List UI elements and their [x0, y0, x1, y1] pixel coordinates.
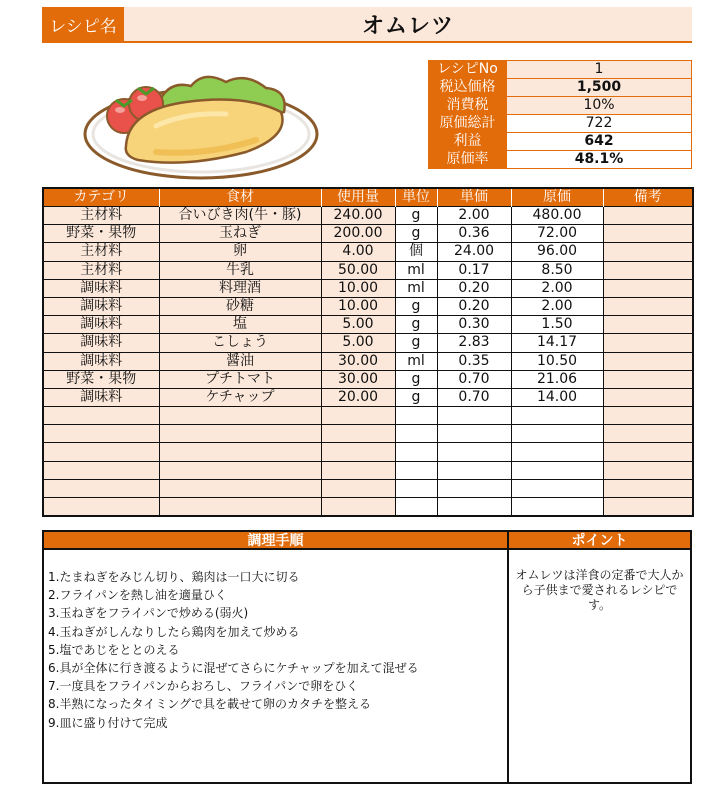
- note-cell[interactable]: [603, 225, 693, 243]
- step-item: 9.皿に盛り付けて完成: [48, 715, 168, 730]
- summary-label: レシピNo: [429, 61, 507, 79]
- qty-cell[interactable]: [321, 443, 395, 461]
- unit-cell[interactable]: g: [395, 316, 437, 334]
- step-item: 6.具が全体に行き渡るように混ぜてさらにケチャップを加えて混ぜる: [48, 661, 419, 676]
- item-cell[interactable]: [159, 461, 321, 479]
- cost-cell: 96.00: [511, 243, 603, 261]
- table-row: [43, 316, 693, 334]
- cost-cell: 480.00: [511, 207, 603, 225]
- unit-price-cell: 0.17: [437, 261, 511, 279]
- unit-cell[interactable]: 個: [395, 243, 437, 261]
- table-row: [43, 498, 693, 516]
- category-cell[interactable]: 野菜・果物: [43, 370, 159, 388]
- note-cell[interactable]: [603, 370, 693, 388]
- unit-price-cell: [437, 479, 511, 497]
- note-cell[interactable]: [603, 352, 693, 370]
- table-row: [43, 443, 693, 461]
- step-item: 3.玉ねぎをフライパンで炒める(弱火): [48, 606, 249, 621]
- category-cell[interactable]: 調味料: [43, 388, 159, 406]
- step-item: 1.たまねぎをみじん切り、鶏肉は一口大に切る: [48, 570, 300, 584]
- cost-cell: 8.50: [511, 261, 603, 279]
- summary-row-recipe-no: [429, 61, 692, 79]
- col-header-unit: 単位: [395, 188, 437, 207]
- unit-cell[interactable]: g: [395, 207, 437, 225]
- unit-price-cell: 0.30: [437, 316, 511, 334]
- qty-cell[interactable]: [321, 407, 395, 425]
- unit-cell[interactable]: [395, 461, 437, 479]
- total-cost-value: 722: [507, 115, 692, 133]
- table-row: [43, 334, 693, 352]
- unit-cell[interactable]: g: [395, 370, 437, 388]
- item-cell[interactable]: 玉ねぎ: [159, 225, 321, 243]
- col-header-qty: 使用量: [321, 188, 395, 207]
- table-row: [43, 243, 693, 261]
- unit-price-cell: [437, 461, 511, 479]
- qty-cell[interactable]: 5.00: [321, 316, 395, 334]
- step-item: 7.一度具をフライパンからおろし、フライパンで卵をひく: [48, 679, 359, 694]
- cost-cell: 10.50: [511, 352, 603, 370]
- unit-cell[interactable]: [395, 498, 437, 516]
- recipe-no-value[interactable]: 1: [507, 61, 692, 79]
- note-cell[interactable]: [603, 461, 693, 479]
- category-cell[interactable]: 主材料: [43, 243, 159, 261]
- unit-price-cell: 2.83: [437, 334, 511, 352]
- cost-cell: [511, 425, 603, 443]
- point-panel: [509, 532, 690, 782]
- unit-cell[interactable]: g: [395, 388, 437, 406]
- cost-cell: 1.50: [511, 316, 603, 334]
- steps-list[interactable]: [44, 550, 507, 732]
- cost-cell: 14.17: [511, 334, 603, 352]
- table-row: [43, 207, 693, 225]
- note-cell[interactable]: [603, 316, 693, 334]
- note-cell[interactable]: [603, 425, 693, 443]
- step-item: 2.フライパンを熱し油を適量ひく: [48, 588, 227, 603]
- col-header-category: カテゴリ: [43, 188, 159, 207]
- category-cell[interactable]: 野菜・果物: [43, 225, 159, 243]
- qty-cell[interactable]: 5.00: [321, 334, 395, 352]
- note-cell[interactable]: [603, 207, 693, 225]
- cost-rate-value: 48.1%: [507, 151, 692, 169]
- steps-title: 調理手順: [44, 532, 507, 550]
- ingredients-body: [43, 207, 693, 516]
- qty-cell[interactable]: [321, 461, 395, 479]
- summary-label: 原価総計: [429, 115, 507, 133]
- item-cell[interactable]: 砂糖: [159, 297, 321, 315]
- category-cell[interactable]: [43, 407, 159, 425]
- unit-price-cell: 0.20: [437, 297, 511, 315]
- qty-cell[interactable]: 200.00: [321, 225, 395, 243]
- cost-cell: [511, 461, 603, 479]
- unit-price-cell: [437, 407, 511, 425]
- unit-price-cell: [437, 443, 511, 461]
- steps-panel: [44, 532, 509, 782]
- unit-price-cell: 2.00: [437, 207, 511, 225]
- col-header-unit-price: 単価: [437, 188, 511, 207]
- qty-cell[interactable]: 30.00: [321, 352, 395, 370]
- table-row: [43, 297, 693, 315]
- category-cell[interactable]: 調味料: [43, 279, 159, 297]
- cost-summary-table: [428, 60, 692, 169]
- category-cell[interactable]: [43, 425, 159, 443]
- category-cell[interactable]: 調味料: [43, 297, 159, 315]
- note-cell[interactable]: [603, 443, 693, 461]
- table-row: [43, 370, 693, 388]
- qty-cell[interactable]: 10.00: [321, 297, 395, 315]
- table-row: [43, 407, 693, 425]
- unit-cell[interactable]: ml: [395, 261, 437, 279]
- table-row: [43, 425, 693, 443]
- note-cell[interactable]: [603, 261, 693, 279]
- cost-cell: 2.00: [511, 279, 603, 297]
- table-row: [43, 479, 693, 497]
- item-cell[interactable]: [159, 498, 321, 516]
- col-header-cost: 原価: [511, 188, 603, 207]
- qty-cell[interactable]: 10.00: [321, 279, 395, 297]
- item-cell[interactable]: [159, 479, 321, 497]
- step-item: 4.玉ねぎがしんなりしたら鶏肉を加えて炒める: [48, 624, 300, 639]
- ingredients-table: [42, 187, 694, 517]
- unit-price-cell: 0.20: [437, 279, 511, 297]
- category-cell[interactable]: [43, 479, 159, 497]
- cost-cell: 2.00: [511, 297, 603, 315]
- item-cell[interactable]: 合いびき肉(牛・豚): [159, 207, 321, 225]
- note-cell[interactable]: [603, 279, 693, 297]
- table-row: [43, 261, 693, 279]
- unit-cell[interactable]: [395, 425, 437, 443]
- unit-price-cell: 24.00: [437, 243, 511, 261]
- note-cell[interactable]: [603, 498, 693, 516]
- unit-cell[interactable]: [395, 479, 437, 497]
- summary-label: 原価率: [429, 151, 507, 169]
- note-cell[interactable]: [603, 479, 693, 497]
- summary-row-tax: [429, 97, 692, 115]
- col-header-item: 食材: [159, 188, 321, 207]
- item-cell[interactable]: 料理酒: [159, 279, 321, 297]
- cost-cell: [511, 498, 603, 516]
- table-row: [43, 461, 693, 479]
- item-cell[interactable]: 塩: [159, 316, 321, 334]
- item-cell[interactable]: こしょう: [159, 334, 321, 352]
- qty-cell[interactable]: [321, 479, 395, 497]
- step-item: 5.塩であじをととのえる: [48, 642, 180, 657]
- summary-row-total-cost: [429, 115, 692, 133]
- unit-cell[interactable]: g: [395, 334, 437, 352]
- note-cell[interactable]: [603, 297, 693, 315]
- item-cell[interactable]: プチトマト: [159, 370, 321, 388]
- note-cell[interactable]: [603, 334, 693, 352]
- summary-row-price: [429, 79, 692, 97]
- tax-rate-value[interactable]: 10%: [507, 97, 692, 115]
- col-header-note: 備考: [603, 188, 693, 207]
- category-cell[interactable]: 調味料: [43, 334, 159, 352]
- note-cell[interactable]: [603, 388, 693, 406]
- cost-cell: 21.06: [511, 370, 603, 388]
- omelette-plate-illustration: [76, 60, 326, 186]
- ingredients-header-row: [43, 188, 693, 207]
- item-cell[interactable]: [159, 425, 321, 443]
- category-cell[interactable]: [43, 498, 159, 516]
- unit-price-cell: [437, 498, 511, 516]
- item-cell[interactable]: 牛乳: [159, 261, 321, 279]
- summary-label: 税込価格: [429, 79, 507, 97]
- table-row: [43, 352, 693, 370]
- qty-cell[interactable]: 50.00: [321, 261, 395, 279]
- category-cell[interactable]: 調味料: [43, 316, 159, 334]
- point-title: ポイント: [509, 532, 690, 550]
- cost-cell: [511, 479, 603, 497]
- note-cell[interactable]: [603, 243, 693, 261]
- unit-cell[interactable]: g: [395, 225, 437, 243]
- price-incl-tax-value[interactable]: 1,500: [507, 79, 692, 97]
- summary-row-cost-rate: [429, 151, 692, 169]
- recipe-name-value[interactable]: オムレツ: [124, 7, 692, 41]
- summary-label: 利益: [429, 133, 507, 151]
- table-row: [43, 388, 693, 406]
- item-cell[interactable]: ケチャップ: [159, 388, 321, 406]
- unit-price-cell: 0.35: [437, 352, 511, 370]
- unit-cell[interactable]: ml: [395, 279, 437, 297]
- recipe-title-bar: [42, 7, 692, 43]
- qty-cell[interactable]: 4.00: [321, 243, 395, 261]
- unit-cell[interactable]: [395, 443, 437, 461]
- item-cell[interactable]: [159, 407, 321, 425]
- category-cell[interactable]: 主材料: [43, 261, 159, 279]
- qty-cell[interactable]: [321, 425, 395, 443]
- qty-cell[interactable]: 30.00: [321, 370, 395, 388]
- summary-label: 消費税: [429, 97, 507, 115]
- cost-cell: 14.00: [511, 388, 603, 406]
- category-cell[interactable]: 主材料: [43, 207, 159, 225]
- unit-price-cell: 0.70: [437, 388, 511, 406]
- unit-price-cell: 0.36: [437, 225, 511, 243]
- step-item: 8.半熟になったタイミングで具を載せて卵のカタチを整える: [48, 697, 371, 712]
- item-cell[interactable]: 醤油: [159, 352, 321, 370]
- unit-price-cell: [437, 425, 511, 443]
- unit-cell[interactable]: ml: [395, 352, 437, 370]
- unit-cell[interactable]: g: [395, 297, 437, 315]
- item-cell[interactable]: 卵: [159, 243, 321, 261]
- qty-cell[interactable]: 240.00: [321, 207, 395, 225]
- note-cell[interactable]: [603, 407, 693, 425]
- cost-cell: [511, 407, 603, 425]
- category-cell[interactable]: 調味料: [43, 352, 159, 370]
- point-text[interactable]: オムレツは洋食の定番で大人から子供まで愛されるレシピです。: [515, 568, 684, 612]
- instructions-section: [42, 530, 692, 784]
- item-cell[interactable]: [159, 443, 321, 461]
- table-row: [43, 225, 693, 243]
- category-cell[interactable]: [43, 443, 159, 461]
- category-cell[interactable]: [43, 461, 159, 479]
- summary-row-profit: [429, 133, 692, 151]
- qty-cell[interactable]: [321, 498, 395, 516]
- cost-cell: [511, 443, 603, 461]
- unit-price-cell: 0.70: [437, 370, 511, 388]
- unit-cell[interactable]: [395, 407, 437, 425]
- cost-cell: 72.00: [511, 225, 603, 243]
- profit-value: 642: [507, 133, 692, 151]
- qty-cell[interactable]: 20.00: [321, 388, 395, 406]
- recipe-name-label: レシピ名: [42, 7, 124, 41]
- table-row: [43, 279, 693, 297]
